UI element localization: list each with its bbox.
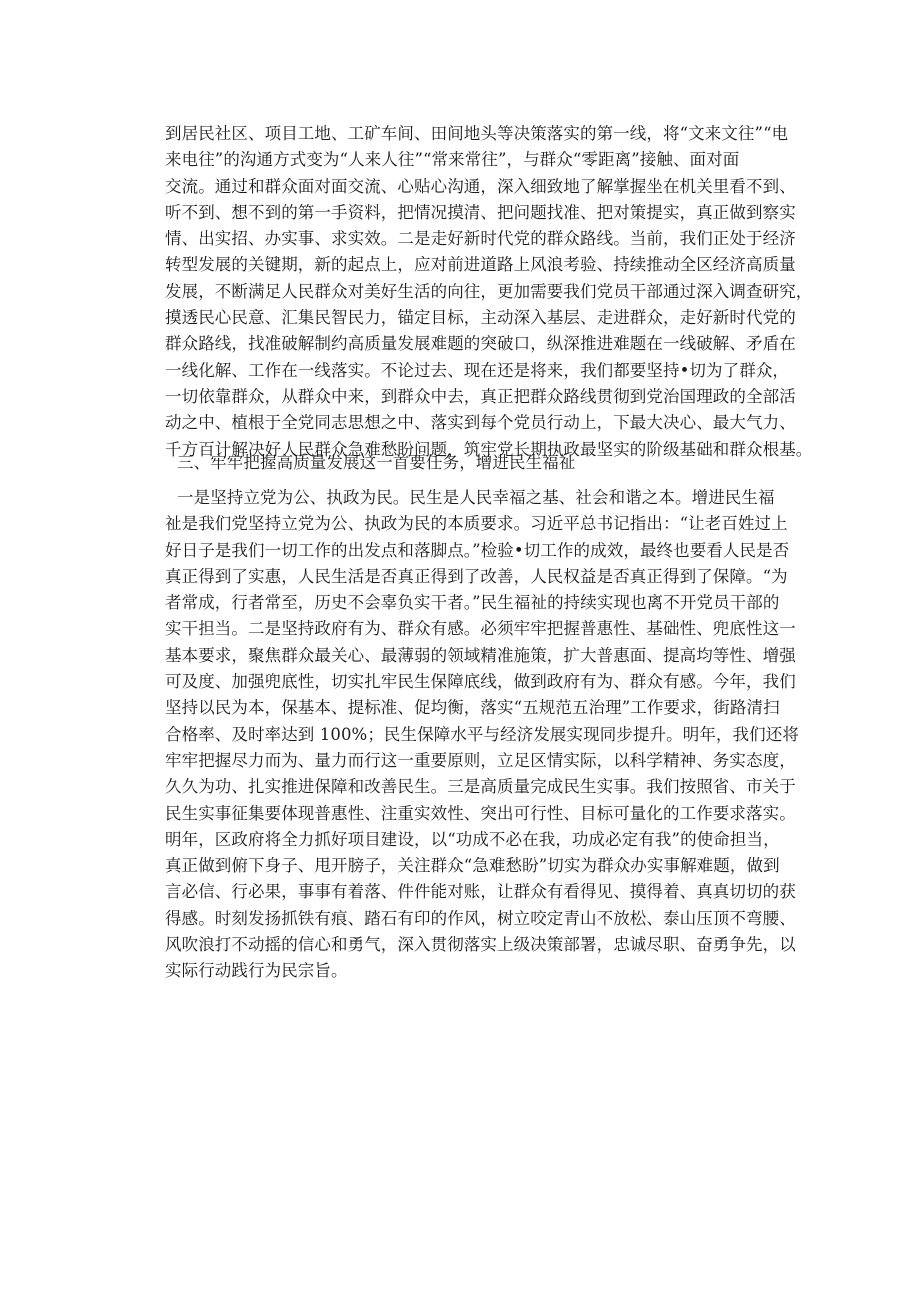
text-line: 来电往”的沟通方式变为“人来人往”“常来常往”，与群众“零距离”接触、面对面 [165, 150, 740, 170]
text-line: 真正得到了实惠，人民生活是否真正得到了改善，人民权益是否真正得到了保障。“为 [165, 566, 788, 586]
text-line: 到居民社区、项目工地、工矿车间、田间地头等决策落实的第一线，将“文来文往”“电 [165, 124, 789, 143]
text-line: 摸透民心民意、汇集民智民力，锚定目标，主动深入基层、走进群众，走好新时代党的 [165, 308, 796, 328]
text-line: 言必信、行必果，事事有着落、件件能对账，让群众有看得见、摸得着、真真切切的获 [165, 882, 796, 902]
text-line: 风吹浪打不动摇的信心和勇气，深入贯彻落实上级决策部署，忠诚尽职、奋勇争先，以 [165, 935, 796, 955]
section-heading-text: 三、牢牢把握高质量发展这一首要任务，增进民生福祉 [177, 453, 576, 472]
text-line: 基本要求，聚焦群众最关心、最薄弱的领域精准施策，扩大普惠面、提高均等性、增强 [165, 645, 796, 665]
text-line: 群众路线，找准破解制约高质量发展难题的突破口，纵深推进难题在一线破解、矛盾在 [165, 334, 796, 354]
text-line: 动之中、植根于全党同志思想之中、落实到每个党员行动上，下最大决心、最大气力、 [165, 413, 796, 433]
text-line: 听不到、想不到的第一手资料，把情况摸清、把问题找准、把对策提实，真正做到察实 [165, 202, 796, 222]
text-line: 真正做到俯下身子、甩开膀子，关注群众“急难愁盼”切实为群众办实事解难题，做到 [165, 856, 780, 876]
text-line: 得感。时刻发扬抓铁有痕、踏石有印的作风，树立咬定青山不放松、泰山压顶不弯腰、 [165, 908, 796, 928]
text-line: 一线化解、工作在一线落实。不论过去、现在还是将来，我们都要坚持•切为了群众， [165, 360, 790, 380]
text-line: 情、出实招、办实事、求实效。二是走好新时代党的群众路线。当前，我们正处于经济 [165, 229, 796, 249]
text-line: 坚持以民为本，保基本、提标准、促均衡，落实“五规范五治理”工作要求，街路清扫 [165, 698, 780, 718]
text-line: 一是坚持立党为公、执政为民。民生是人民幸福之基、社会和谐之本。增进民生福 [177, 488, 775, 507]
text-line: 发展，不断满足人民群众对美好生活的向往，更加需要我们党员干部通过深入调查研究， [165, 281, 813, 301]
text-line: 千方百计解决好人民群众急难愁盼问题，筑牢党长期执政最坚实的阶级基础和群众根基。 [165, 439, 813, 459]
section-heading [165, 450, 825, 476]
text-line: 一切依靠群众，从群众中来，到群众中去，真正把群众路线贯彻到党治国理政的全部活 [165, 386, 796, 406]
text-line: 实干担当。二是坚持政府有为、群众有感。必须牢牢把握普惠性、基础性、兜底性这一 [165, 619, 796, 639]
text-line: 好日子是我们一切工作的出发点和落脚点。”检验•切工作的成效，最终也要看人民是否 [165, 540, 790, 560]
text-line: 明年，区政府将全力抓好项目建设，以“功成不必在我，功成必定有我”的使命担当， [165, 829, 780, 849]
text-line: 者常成，行者常至，历史不会辜负实干者。”民生福祉的持续实现也离不开党员干部的 [165, 593, 780, 613]
text-line: 转型发展的关键期，新的起点上，应对前进道路上风浪考验、持续推动全区经济高质量 [165, 255, 796, 275]
text-line: 祉是我们党坚持立党为公、执政为民的本质要求。习近平总书记指出：“让老百姓过上 [165, 514, 788, 534]
paragraph-2 [165, 485, 825, 985]
text-line: 久久为功、扎实推进保障和改善民生。三是高质量完成民生实事。我们按照省、市关于 [165, 777, 796, 797]
text-line: 可及度、加强兜底性，切实扎牢民生保障底线，做到政府有为、群众有感。今年，我们 [165, 672, 796, 692]
text-line: 牢牢把握尽力而为、量力而行这一重要原则，立足区情实际，以科学精神、务实态度， [165, 750, 796, 770]
text-line: 实际行动践行为民宗旨。 [165, 961, 348, 981]
paragraph-1 [165, 121, 825, 463]
text-line: 交流。通过和群众面对面交流、心贴心沟通，深入细致地了解掌握坐在机关里看不到、 [165, 176, 796, 196]
text-line: 民生实事征集要体现普惠性、注重实效性、突出可行性、目标可量化的工作要求落实。 [165, 803, 796, 823]
text-line: 合格率、及时率达到 100%；民生保障水平与经济发展实现同步提升。明年，我们还将 [165, 724, 799, 744]
